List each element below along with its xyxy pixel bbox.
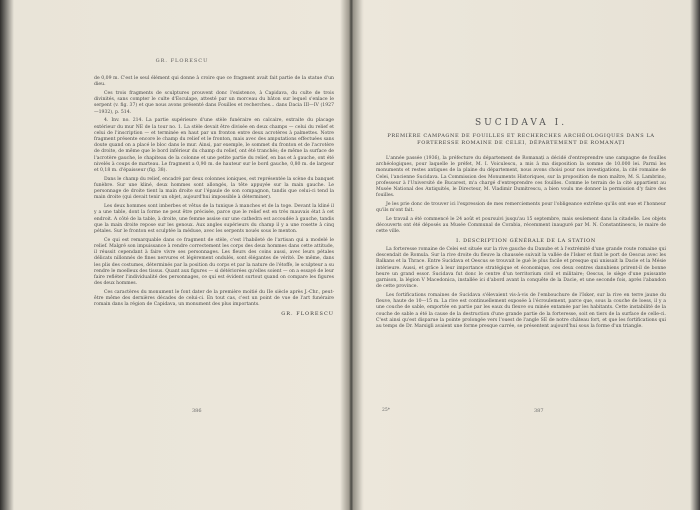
running-head: GR. FLORESCU (155, 58, 209, 64)
paragraph: Les deux hommes sont imberbes et vêtus de la tunique à manches et de la toge. Devant la kliné il y a une table, dont la forme ne peut être précisée, parce que le relief est en très mauvais état à cet endroit. A côté de la table, à droite, une femme assise sur une cathedra est accoudée à gauche, tandis que la main droite repose sur les genoux. Aux angles supérieurs du champ il y a une rosette à cinq pétales. Sur le fronton est sculptée la méduse, avec les serpents noués sous le menton. (94, 204, 334, 235)
paragraph: Les fortifications romaines de Sucidava s'élevaient vis-à-vis de l'embouchure de l'Isker, sur la rive en terre jaune du fleuve, haute de 10—15 m. La rive est continuellement exposée à l'écroulement, parce que, sous la couche de loess, il y a une couche de sable, emportée en partie par les eaux du fleuve ou minée entamée par les habitants. Cette instabilité de la couche de sable a été la cause de la destruction d'une grande partie de la forteresse, soit en tiers de la surface de celle-ci. C'est ainsi qu'est disparue la pointe prolongée vers l'ouest de l'angle SE de notre château fort, et que les fortifications qui au temps de Dr. Marsigli avaient une forme presque carrée, se présentent aujourd'hui sous la forme d'un triangle. (376, 293, 666, 330)
paragraph: Dans le champ du relief, encadré par deux colonnes ioniques, est représentée la scène du banquet funèbre. Sur une kliné, deux hommes sont allongés, la tête appuyée sur la main gauche. Le personnage de droite tient la main droite sur l'épaule de son compagnon, tandis que celui-ci tend la main droite (qui devait tenir un objet, aujourd'hui impossible à déterminer). (94, 176, 334, 201)
paragraph: Ces trois fragments de sculptures prouvent donc l'existence, à Capidava, du culte de trois divinités, sans compter le culte d'Esculape, attesté par un morceau du bâton sur lequel s'enlace le serpent (v. fig. 37) et que nous avons présenté dans Fouilles et recherches... dans Dacia III—IV (1927—1932), p. 514. (94, 91, 334, 115)
paragraph: Le travail a été commencé le 24 août et poursuivi jusqu'au 15 septembre, mais seulement dans la citadelle. Les objets découverts ont été déposés au Musée Communal de Corabia, récemment inauguré par M. N. Constantinescu, le maire de cette ville. (376, 217, 666, 235)
page-number: 387 (534, 408, 544, 414)
author-signature: GR. FLORESCU (281, 311, 334, 318)
page-number: 386 (192, 408, 202, 414)
chapter-subtitle: PREMIÈRE CAMPAGNE DE FOUILLES ET RECHERCHES ARCHÉOLOGIQUES DANS LA FORTERESSE ROMAINE DE CELEI, DÉPARTEMENT DE ROMANAȚI (387, 133, 655, 146)
left-text-column (94, 76, 334, 317)
paragraph: Ce qui est remarquable dans ce fragment de stèle, c'est l'habileté de l'artisan qui a modelé le relief. Malgré son impuissance à rendre correctement les corps des deux hommes dans cette attitude, il réussit cependant à faire vivre ses personnages. Les fleurs des coins aussi, avec leurs pétales délicats nillonnés de fines nervures et légèrement ondulés, sont élégantes de vérité. De même, dans les plis des costumes, déterminés par la position du corps et par la nature de l'étoffe, le sculpteur a su rendre le moelleux des tissus. Quant aux figures — si détériorées qu'elles soient — on a essayé de leur faire refléter l'individualité des personnages, ce qui est évident surtout quand on compare les figures des deux hommes. (94, 237, 334, 287)
section-heading: I. DESCRIPTION GÉNÉRALE DE LA STATION (456, 238, 596, 245)
right-page (352, 0, 690, 510)
chapter-title: SUCIDAVA I. (474, 118, 568, 128)
paragraph: La forteresse romaine de Celei est située sur la rive gauche du Danube et à l'extrémité d'une grande route romaine qui descendait de Romula. Sur la rive droite du fleuve la chaussée suivait la vallée de l'Isker et finit le port de Oescus avec les Balkans et la Thrace. Entre Sucidava et Oescus se trouvait le gué le plus facile et presque qui unissait la Dacie et la Mésie intérieure. Aussi, et grâce à leur importance stratégique et économique, ces deux centres danubiens prirent-il de bonne heure un grand essor. Sucidava fut donc le centre d'un territorium civil et militaire; Oescus, le siège d'une puissante garnison, la légion V Macedonica, installée ici d'abord avant la conquête de la Dacie, et une seconde fois, après l'abandon de cette province. (376, 247, 666, 290)
left-page (14, 0, 350, 510)
paragraph: de 0,09 m. C'est le seul élément qui donne à croire que ce fragment avait fait partie de la statue d'un dieu. (94, 76, 334, 88)
paragraph: Je les prie donc de trouver ici l'expression de mes remerciements pour l'obligeance extrême qu'ils ont eue et l'honneur qu'ils m'ont fait. (376, 202, 666, 214)
paragraph: Ces caractères du monument le font dater de la première moitié du IIe siècle après J.-Chr., peut-être même des dernières décades de celui-ci. En tout cas, c'est un point de vue de l'art funéraire romain dans la région de Capidava, un monument des plus importants. (94, 290, 334, 308)
signature-mark: 25* (382, 408, 390, 413)
right-text-column (376, 156, 666, 333)
gutter-shadow (340, 0, 364, 510)
paragraph: L'année passée (1936), la préfecture du département de Romanați a décidé d'entreprendre une campagne de fouilles archéologiques, pour laquelle le préfet, M. I. Voiculescu, a mis à ma disposition la somme de 10.000 lei. Parmi les monuments et restes antiques de la plaine du département, nous avons choisi pour nos investigations, la cité romaine de Celei, l'ancienne Sucidava. La Commission des Monuments Historiques, sur la proposition de mon maître, M. S. Lambrino, professeur à l'Université de Bucarest, m'a chargé d'entreprendre ces fouilles. Comme le terrain de la cité appartient au Musée National des Antiquités, le Directeur, M. Vladimir Dumitrescu, a bien voulu me donner la permission d'y faire des fouilles. (376, 156, 666, 199)
paragraph: 4. Inv. no. 214. La partie supérieure d'une stèle funéraire en calcaire, extraite du placage extérieur du mur NE de la tour no. 1. La stèle devait être divisée en deux champs — celui du relief et celui de l'inscription — et terminée en haut par un fronton entre deux acrotères à palmettes. Notre fragment présente encore le champ du relief et le fronton, mais avec des amputations effectuées sans doute quand on a placé le bloc dans le mur. Ainsi, par exemple, le sommet du fronton et de l'acrotère de droite, de même que le bord inférieur du champ du relief, ont été tranchés; de même la surface de l'acrotère gauche, le chapiteau de la colonne et une petite partie du relief, en bas et à gauche, ont été nivelés à coups de marteau. Le fragment a 0,90 m. de hauteur sur le bord gauche, 0,80 m. de largeur et 0,18 m. d'épaisseur (fig. 38). (94, 118, 334, 174)
